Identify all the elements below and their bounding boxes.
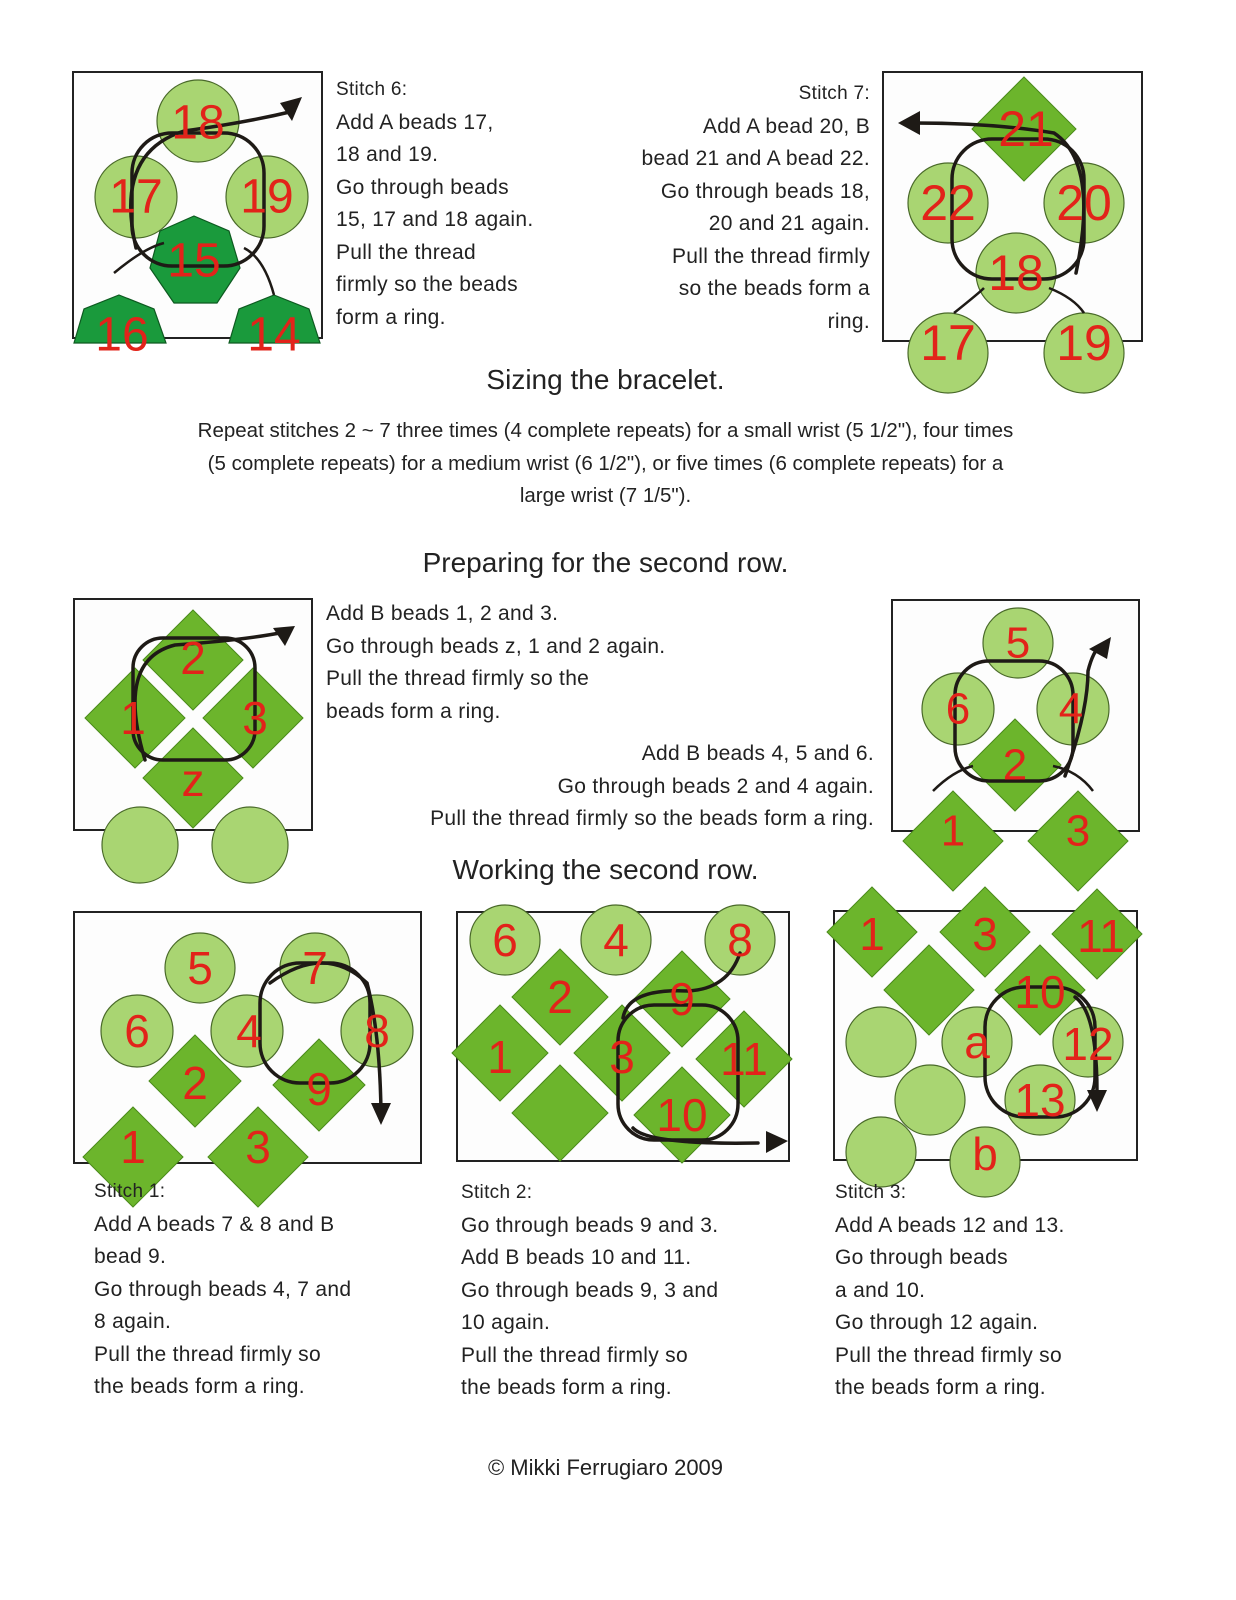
instruction-line: Go through beads 9, 3 and bbox=[461, 1278, 719, 1302]
instruction-line: bead 21 and A bead 22. bbox=[641, 147, 870, 170]
instruction-line: Pull the thread firmly so bbox=[835, 1343, 1062, 1367]
instruction-line: 10 again. bbox=[461, 1311, 551, 1334]
svg-text:7: 7 bbox=[302, 942, 328, 994]
instruction-line: form a ring. bbox=[336, 305, 446, 329]
svg-text:10: 10 bbox=[1014, 966, 1066, 1018]
svg-text:13: 13 bbox=[1014, 1074, 1066, 1126]
stitch-3-title: Stitch 3: bbox=[835, 1182, 907, 1203]
instruction-line: firmly so the beads bbox=[336, 273, 518, 296]
svg-text:3: 3 bbox=[1065, 806, 1091, 856]
instruction-line: Go through beads bbox=[835, 1246, 1008, 1269]
svg-text:5: 5 bbox=[1005, 618, 1031, 668]
instruction-line: Go through beads 4, 7 and bbox=[94, 1277, 352, 1301]
svg-text:8: 8 bbox=[727, 914, 753, 966]
stitch-6-diagram bbox=[72, 71, 323, 362]
instruction-line: so the beads form a bbox=[678, 277, 870, 300]
svg-text:1: 1 bbox=[120, 1121, 146, 1173]
instruction-line: Add A beads 7 & 8 and B bbox=[94, 1212, 335, 1236]
instruction-line: Go through beads 9 and 3. bbox=[461, 1213, 719, 1237]
svg-text:14: 14 bbox=[247, 308, 301, 362]
svg-text:10: 10 bbox=[656, 1089, 708, 1141]
sizing-heading: Sizing the bracelet. bbox=[486, 364, 725, 395]
svg-text:9: 9 bbox=[306, 1063, 332, 1115]
svg-text:3: 3 bbox=[972, 908, 998, 960]
svg-text:a: a bbox=[964, 1016, 990, 1068]
instruction-line: Go through 12 again. bbox=[835, 1311, 1039, 1334]
preparing-step-2-diagram bbox=[891, 599, 1140, 856]
working-stitch-3-diagram bbox=[833, 908, 1138, 1180]
instruction-line: 20 and 21 again. bbox=[708, 212, 870, 235]
instruction-line: Add A beads 17, bbox=[336, 110, 494, 134]
svg-text:1: 1 bbox=[487, 1031, 513, 1083]
instruction-line: Pull the thread firmly so the bbox=[326, 667, 590, 690]
svg-text:6: 6 bbox=[492, 914, 518, 966]
svg-text:2: 2 bbox=[180, 632, 206, 684]
svg-text:1: 1 bbox=[120, 692, 146, 744]
svg-text:3: 3 bbox=[245, 1121, 271, 1173]
instruction-line: the beads form a ring. bbox=[461, 1376, 672, 1399]
stitch-6-instructions bbox=[336, 74, 534, 334]
instruction-line: beads form a ring. bbox=[326, 699, 501, 723]
svg-text:5: 5 bbox=[187, 942, 213, 994]
svg-text:3: 3 bbox=[242, 692, 268, 744]
instruction-line: Go through beads 18, bbox=[660, 179, 870, 203]
svg-text:2: 2 bbox=[547, 971, 573, 1023]
sizing-line: Repeat stitches 2 ~ 7 three times (4 complete repeats) for a small wrist (5 1/2"), four times bbox=[197, 419, 1014, 442]
working-stitch-3-instructions bbox=[835, 1177, 1065, 1405]
svg-text:17: 17 bbox=[920, 315, 976, 371]
working-heading: Working the second row. bbox=[452, 854, 759, 885]
instruction-line: bead 9. bbox=[94, 1245, 167, 1268]
svg-text:1: 1 bbox=[940, 806, 966, 856]
svg-text:1: 1 bbox=[859, 908, 885, 960]
stitch-1-title: Stitch 1: bbox=[94, 1181, 166, 1202]
stitch-7-diagram bbox=[882, 71, 1143, 371]
instruction-line: Go through beads 2 and 4 again. bbox=[557, 774, 874, 798]
preparing-step-1-diagram bbox=[73, 598, 313, 831]
instruction-line: 15, 17 and 18 again. bbox=[336, 208, 534, 231]
svg-text:20: 20 bbox=[1056, 175, 1112, 231]
instruction-line: a and 10. bbox=[835, 1278, 926, 1302]
stitch-2-title: Stitch 2: bbox=[461, 1182, 533, 1203]
svg-text:11: 11 bbox=[1077, 910, 1125, 962]
svg-text:18: 18 bbox=[171, 96, 225, 150]
instruction-line: Pull the thread bbox=[336, 240, 476, 264]
svg-text:3: 3 bbox=[609, 1031, 635, 1083]
svg-text:z: z bbox=[181, 754, 205, 806]
instruction-line: Go through beads bbox=[336, 175, 509, 199]
svg-text:11: 11 bbox=[720, 1033, 768, 1085]
instruction-line: Pull the thread firmly so the beads form a ring. bbox=[430, 807, 874, 830]
svg-text:15: 15 bbox=[167, 234, 221, 288]
svg-text:6: 6 bbox=[945, 684, 971, 734]
svg-text:16: 16 bbox=[95, 308, 149, 362]
sizing-line: large wrist (7 1/5"). bbox=[519, 484, 692, 507]
instruction-line: the beads form a ring. bbox=[835, 1376, 1046, 1399]
svg-text:8: 8 bbox=[364, 1005, 390, 1057]
preparing-step-1-instructions bbox=[326, 598, 665, 728]
preparing-step-2-instructions bbox=[430, 738, 874, 836]
sizing-paragraph bbox=[60, 415, 1151, 513]
instruction-line: Add B beads 1, 2 and 3. bbox=[326, 602, 559, 625]
svg-text:2: 2 bbox=[182, 1057, 208, 1109]
instruction-line: Go through beads z, 1 and 2 again. bbox=[326, 634, 666, 658]
instruction-line: 18 and 19. bbox=[336, 143, 439, 166]
instruction-line: Add B beads 10 and 11. bbox=[461, 1246, 692, 1269]
svg-text:21: 21 bbox=[998, 101, 1054, 157]
svg-text:4: 4 bbox=[603, 914, 629, 966]
svg-text:18: 18 bbox=[988, 245, 1044, 301]
stitch-6-title: Stitch 6: bbox=[336, 79, 408, 100]
svg-text:2: 2 bbox=[1002, 740, 1028, 790]
instruction-line: the beads form a ring. bbox=[94, 1375, 305, 1398]
stitch-7-instructions bbox=[642, 78, 870, 338]
preparing-heading: Preparing for the second row. bbox=[422, 547, 789, 578]
working-stitch-2-diagram bbox=[456, 911, 790, 1162]
svg-text:22: 22 bbox=[920, 175, 976, 231]
working-stitch-1-instructions bbox=[94, 1176, 351, 1404]
instruction-line: Add B beads 4, 5 and 6. bbox=[641, 742, 874, 765]
svg-text:4: 4 bbox=[236, 1005, 262, 1057]
svg-text:b: b bbox=[972, 1128, 998, 1180]
instruction-line: 8 again. bbox=[94, 1310, 172, 1333]
svg-text:19: 19 bbox=[1056, 315, 1112, 371]
instruction-line: Pull the thread firmly bbox=[671, 244, 870, 268]
instruction-line: ring. bbox=[827, 309, 870, 333]
sizing-line: (5 complete repeats) for a medium wrist (6 1/2"), or five times (6 complete repeats) for a bbox=[207, 451, 1004, 475]
working-stitch-1-diagram bbox=[73, 911, 422, 1173]
working-stitch-2-instructions bbox=[461, 1177, 718, 1405]
instruction-line: Pull the thread firmly so bbox=[94, 1342, 321, 1366]
svg-text:4: 4 bbox=[1058, 684, 1084, 734]
svg-text:12: 12 bbox=[1062, 1018, 1114, 1070]
svg-text:17: 17 bbox=[109, 170, 163, 224]
instruction-line: Add A beads 12 and 13. bbox=[835, 1213, 1065, 1237]
svg-text:6: 6 bbox=[124, 1005, 150, 1057]
svg-text:9: 9 bbox=[669, 973, 695, 1025]
instruction-line: Pull the thread firmly so bbox=[461, 1343, 688, 1367]
instruction-line: Add A bead 20, B bbox=[702, 114, 870, 138]
copyright: © Mikki Ferrugiaro 2009 bbox=[487, 1455, 724, 1480]
svg-text:19: 19 bbox=[240, 170, 294, 224]
stitch-7-title: Stitch 7: bbox=[798, 83, 870, 104]
